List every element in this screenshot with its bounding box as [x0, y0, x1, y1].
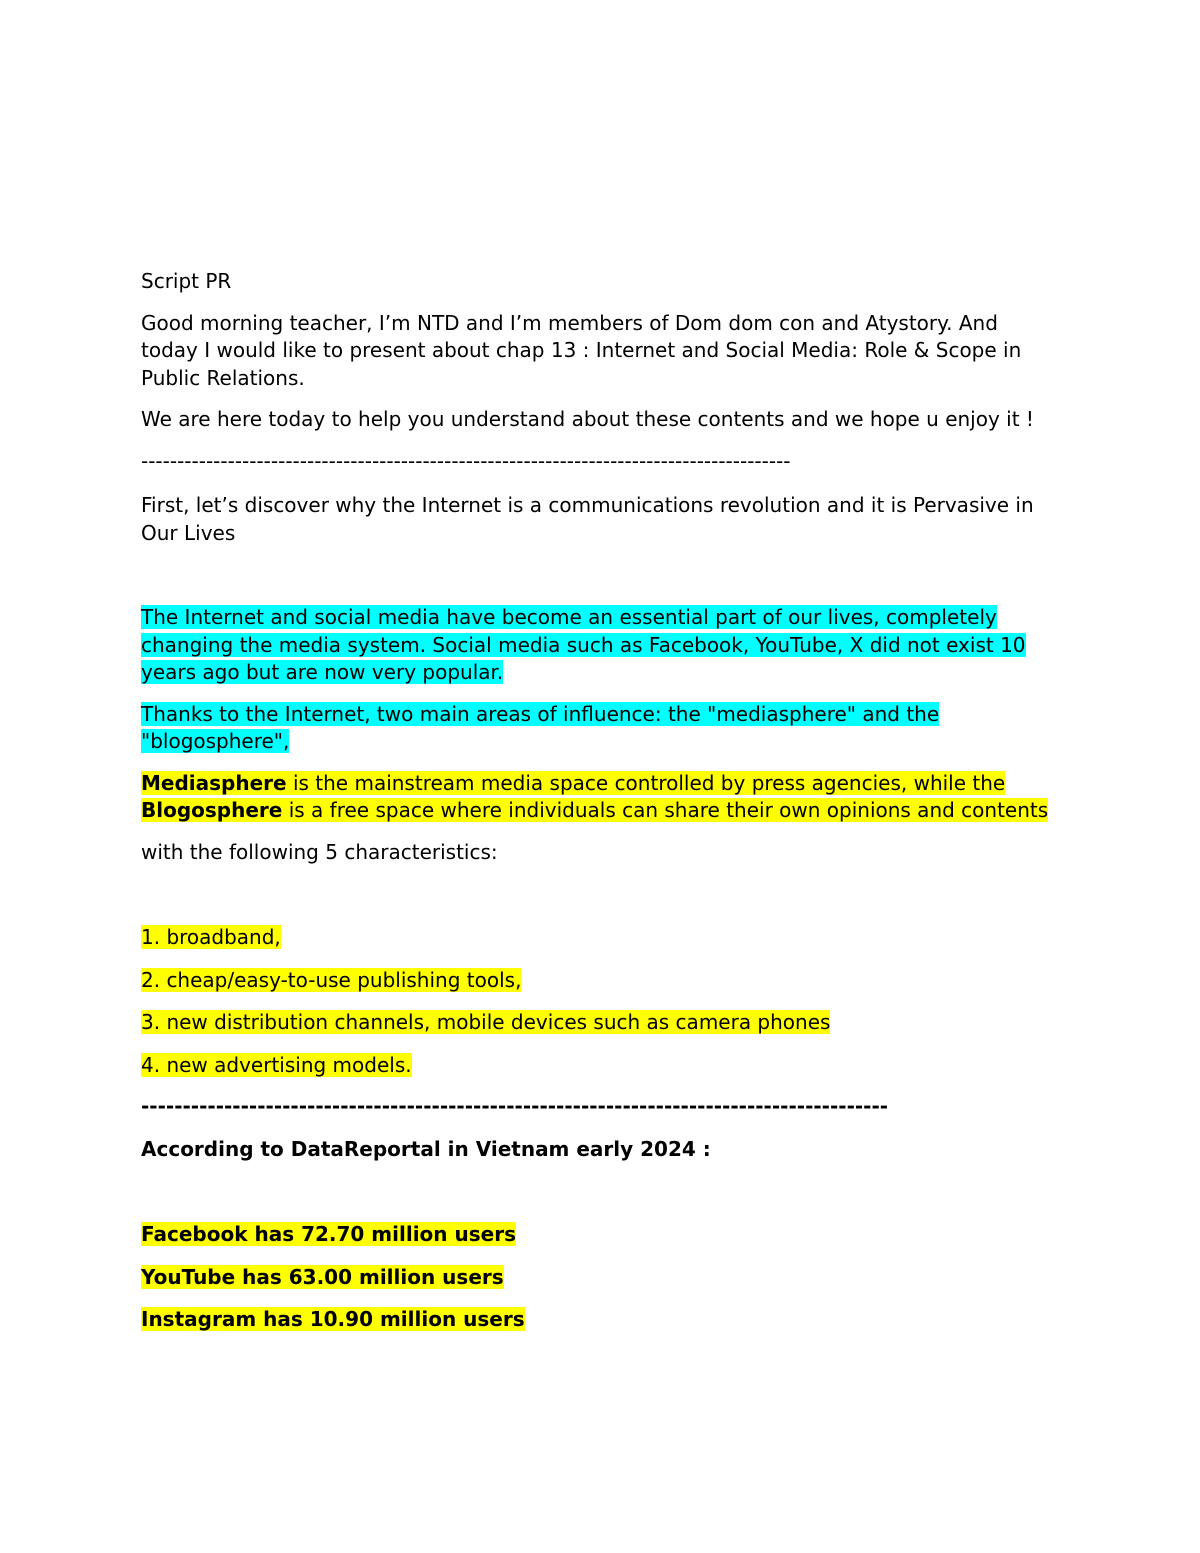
divider: ------------------------------------------------------------------------------------------: [141, 448, 791, 473]
list-item: [141, 967, 1061, 995]
list-item-text: 2. cheap/easy-to-use publishing tools,: [141, 967, 522, 992]
stat-text: Instagram has 10.90 million users: [141, 1307, 525, 1331]
intro-paragraph: Good morning teacher, I’m NTD and I’m members of Dom dom con and Atystory. And today I would like to present about chap 13 : Internet and Social Media: Role & Scope in Public Relations.: [141, 310, 1022, 390]
document-title: Script PR: [141, 269, 232, 293]
document-page: [141, 268, 1061, 1334]
list-item: [141, 924, 1061, 952]
blogosphere-term: Blogosphere: [141, 798, 283, 822]
intro-paragraph: We are here today to help you understand about these contents and we hope u enjoy it !: [141, 407, 1034, 431]
spheres-paragraph: [141, 770, 1061, 825]
source-heading: According to DataReportal in Vietnam early 2024 :: [141, 1136, 711, 1161]
cyan-highlight-text: The Internet and social media have become an essential part of our lives, completely changing the media system. Social media such as Facebook, YouTube, X did not exist 10 years ago but are now very popular.: [141, 605, 1026, 684]
list-item: [141, 1052, 1061, 1080]
spheres-text: is a free space where individuals can share their own opinions and contents: [282, 798, 1049, 822]
highlighted-paragraph: [141, 701, 1061, 756]
stat-line: [141, 1264, 1061, 1292]
divider: ------------------------------------------------------------------------------------------: [141, 1094, 889, 1118]
list-item-text: 1. broadband,: [141, 925, 281, 949]
list-item-text: 3. new distribution channels, mobile devices such as camera phones: [141, 1010, 831, 1034]
first-paragraph: First, let’s discover why the Internet is a communications revolution and it is Pervasive in Our Lives: [141, 493, 1034, 545]
stat-text: Facebook has 72.70 million users: [141, 1222, 516, 1246]
stat-line: [141, 1221, 1061, 1249]
list-item-text: 4. new advertising models.: [141, 1052, 412, 1077]
characteristics-intro: with the following 5 characteristics:: [141, 839, 498, 864]
stat-line: [141, 1306, 1061, 1334]
stat-text: YouTube has 63.00 million users: [141, 1264, 504, 1289]
spheres-text: is the mainstream media space controlled by press agencies, while the: [286, 770, 1006, 795]
mediasphere-term: Mediasphere: [141, 770, 287, 795]
cyan-highlight-text: Thanks to the Internet, two main areas of influence: the "mediasphere" and the "blogosphere",: [141, 701, 940, 753]
list-item: [141, 1009, 1061, 1037]
highlighted-paragraph: [141, 604, 1061, 687]
